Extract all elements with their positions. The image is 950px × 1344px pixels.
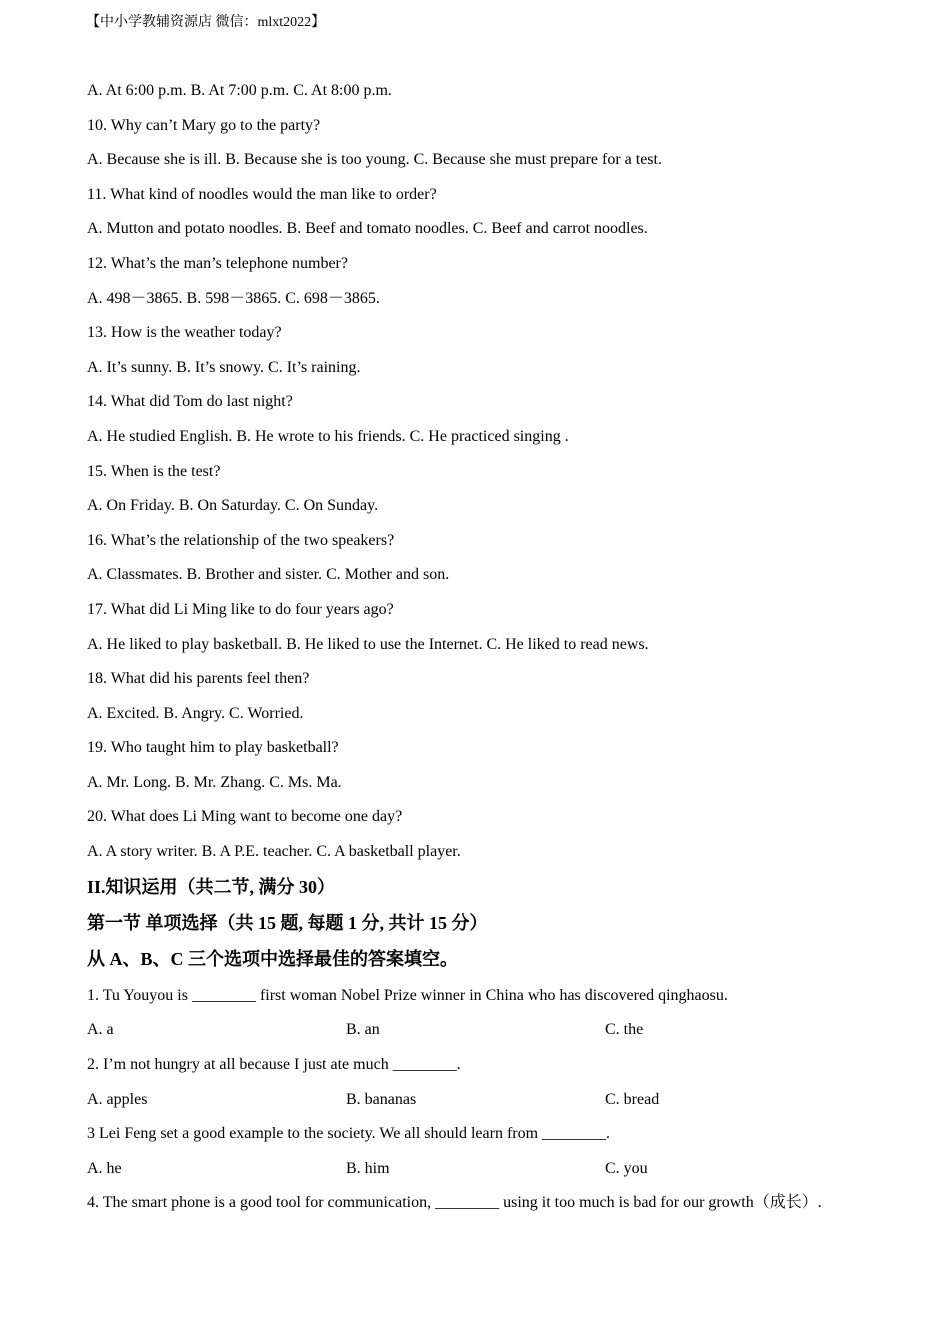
choice-question-2: 2. I’m not hungry at all because I just ate much ________. [87, 1056, 461, 1074]
part-heading: 第一节 单项选择（共 15 题, 每题 1 分, 共计 15 分） [87, 913, 488, 934]
listening-question-17: 17. What did Li Ming like to do four years ago? [87, 600, 394, 618]
listening-question-12: 12. What’s the man’s telephone number? [87, 254, 348, 272]
listening-answer-13: A. It’s sunny. B. It’s snowy. C. It’s raining. [87, 358, 361, 376]
choice-options-1 [87, 1019, 887, 1054]
choice-question-1: 1. Tu Youyou is ________ first woman Nobel Prize winner in China who has discovered qinghaosu. [87, 986, 728, 1004]
choice-question-4: 4. The smart phone is a good tool for communication, ________ using it too much is bad for our growth（成长）. [87, 1194, 822, 1212]
listening-answer-10: A. Because she is ill. B. Because she is too young. C. Because she must prepare for a test. [87, 151, 662, 169]
exam-content [87, 80, 887, 1227]
option-c: C. bread [605, 1090, 660, 1108]
listening-answer-16: A. Classmates. B. Brother and sister. C. Mother and son. [87, 566, 450, 584]
listening-question-10: 10. Why can’t Mary go to the party? [87, 116, 321, 134]
option-c: C. you [605, 1159, 648, 1177]
option-b: B. an [346, 1021, 380, 1039]
listening-answer-11: A. Mutton and potato noodles. B. Beef and tomato noodles. C. Beef and carrot noodles. [87, 220, 648, 238]
listening-question-18: 18. What did his parents feel then? [87, 670, 310, 688]
listening-question-16: 16. What’s the relationship of the two speakers? [87, 531, 395, 549]
listening-answer-9: A. At 6:00 p.m. B. At 7:00 p.m. C. At 8:00 p.m. [87, 82, 392, 99]
section-heading: II.知识运用（共二节, 满分 30） [87, 876, 336, 897]
listening-answer-18: A. Excited. B. Angry. C. Worried. [87, 704, 304, 722]
listening-question-20: 20. What does Li Ming want to become one day? [87, 808, 403, 826]
option-c: C. the [605, 1021, 644, 1039]
listening-question-13: 13. How is the weather today? [87, 324, 282, 342]
instruction-heading: 从 A、B、C 三个选项中选择最佳的答案填空。 [87, 949, 459, 970]
option-a: A. a [87, 1021, 114, 1039]
option-a: A. he [87, 1159, 122, 1177]
listening-answer-14: A. He studied English. B. He wrote to his friends. C. He practiced singing . [87, 427, 569, 445]
listening-question-11: 11. What kind of noodles would the man like to order? [87, 185, 437, 203]
listening-answer-12: A. 498－3865. B. 598－3865. C. 698－3865. [87, 289, 380, 307]
choice-options-3 [87, 1158, 887, 1193]
page-header-watermark: 【中小学教辅资源店 微信：mlxt2022】 [86, 15, 326, 30]
listening-answer-17: A. He liked to play basketball. B. He liked to use the Internet. C. He liked to read news. [87, 635, 649, 653]
listening-answer-19: A. Mr. Long. B. Mr. Zhang. C. Ms. Ma. [87, 773, 342, 791]
option-a: A. apples [87, 1090, 148, 1108]
choice-options-2 [87, 1089, 887, 1124]
listening-answer-20: A. A story writer. B. A P.E. teacher. C. A basketball player. [87, 843, 461, 861]
listening-question-19: 19. Who taught him to play basketball? [87, 739, 339, 757]
listening-answer-15: A. On Friday. B. On Saturday. C. On Sunday. [87, 497, 379, 515]
option-b: B. him [346, 1159, 390, 1177]
listening-question-15: 15. When is the test? [87, 462, 221, 480]
listening-question-14: 14. What did Tom do last night? [87, 393, 293, 411]
choice-question-3: 3 Lei Feng set a good example to the society. We all should learn from ________. [87, 1125, 611, 1143]
option-b: B. bananas [346, 1090, 417, 1108]
